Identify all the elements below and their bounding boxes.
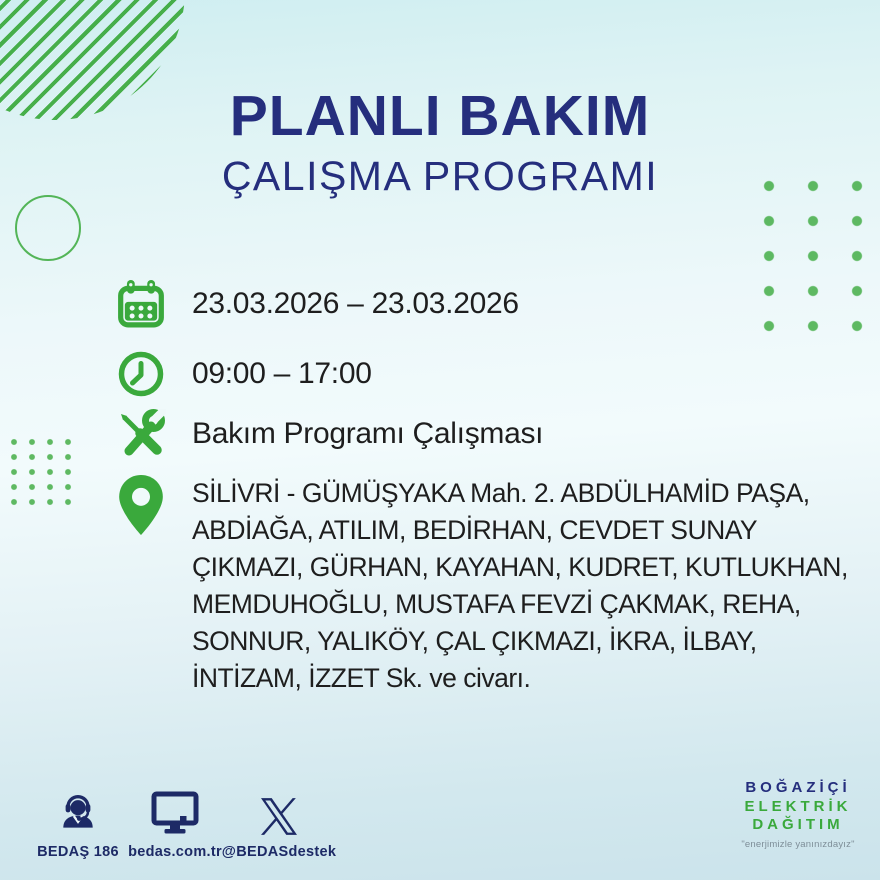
date-range-value: 23.03.2026 – 23.03.2026 xyxy=(192,287,519,320)
logo-line-1: BOĞAZİÇİ xyxy=(745,779,851,796)
circle-outline-decoration xyxy=(15,195,81,261)
logo-tagline: "enerjimizle yanınızdayız" xyxy=(741,838,855,850)
clock-icon xyxy=(113,350,169,398)
calendar-icon xyxy=(113,279,169,329)
company-logo xyxy=(728,779,868,850)
contact-website-label: bedas.com.tr xyxy=(128,844,222,860)
contact-x-account xyxy=(223,791,335,860)
location-pin-icon xyxy=(113,475,169,535)
contact-x-label: @BEDASdestek xyxy=(221,844,337,860)
dot-grid-right-decoration xyxy=(762,179,880,354)
contact-phone-label: BEDAŞ 186 xyxy=(37,844,119,860)
tools-icon xyxy=(113,409,169,459)
affected-streets-value: SİLİVRİ - GÜMÜŞYAKA Mah. 2. ABDÜLHAMİD PAŞA, ABDİAĞA, ATILIM, BEDİRHAN, CEVDET SUNAY ÇIKMAZI, GÜRHAN, KAYAHAN, KUDRET, KUTLUKHAN, MEMDUHOĞLU, MUSTAFA FEVZİ ÇAKMAK, REHA, SONNUR, YALIKÖY, ÇAL ÇIKMAZI, İKRA, İLBAY, İNTİZAM, İZZET Sk. ve civarı. xyxy=(192,478,848,693)
contact-website xyxy=(127,791,223,860)
title-line-2: ÇALIŞMA PROGRAMI xyxy=(221,153,659,199)
time-row xyxy=(113,348,372,400)
work-type-value: Bakım Programı Çalışması xyxy=(192,417,544,450)
monitor-icon xyxy=(150,791,200,835)
location-row xyxy=(113,475,864,697)
logo-line-2: ELEKTRİK xyxy=(744,797,852,815)
date-row xyxy=(113,278,519,330)
contact-phone xyxy=(32,791,124,860)
time-range-value: 09:00 – 17:00 xyxy=(192,357,372,390)
page-title xyxy=(0,84,880,200)
title-line-1: PLANLI BAKIM xyxy=(229,84,651,148)
support-agent-icon xyxy=(56,791,100,835)
logo-line-3: DAĞITIM xyxy=(752,816,844,833)
dot-grid-left-decoration xyxy=(8,436,80,511)
x-logo-icon xyxy=(261,791,297,835)
work-type-row xyxy=(113,408,543,460)
